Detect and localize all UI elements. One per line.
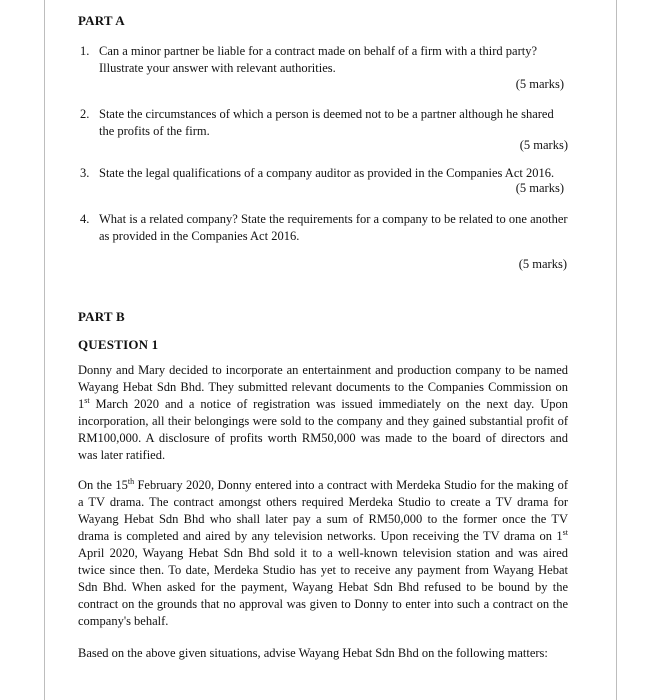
contract-date-suffix: th: [127, 477, 135, 486]
paragraph-1-line-3-rest: March 2020 and a notice of registration was issued immediately on the next day. Upon: [89, 397, 568, 411]
scenario-paragraph-1: [78, 362, 568, 464]
paragraph-2-line-1-rest: February 2020, Donny entered into a contract with Merdeka Studio for the making of: [134, 478, 568, 492]
question-4-marks: (5 marks): [518, 257, 567, 271]
part-a-heading: PART A: [78, 13, 125, 28]
question-1-line-1: Can a minor partner be liable for a contract made on behalf of a firm with a third party?: [99, 44, 538, 58]
contract-date-prefix: On the 15: [78, 478, 128, 492]
paragraph-2-line-6: twice since then. To date, Merdeka Studio has yet to receive any payment from Wayang Hebat: [78, 563, 568, 577]
question-2-line-1: State the circumstances of which a person is deemed not to be a partner although he shared: [99, 107, 554, 121]
paragraph-1-line-5: RM100,000. A disclosure of profits worth RM50,000 was made to the board of directors and: [78, 431, 568, 445]
paragraph-2-line-8: contract on the grounds that no approval was given to Donny to enter into such a contract on the: [78, 597, 568, 611]
question-1-text: [99, 43, 569, 77]
question-3-line-1: State the legal qualifications of a company auditor as provided in the Companies Act 2016.: [99, 166, 555, 180]
question-4-text: [99, 211, 569, 245]
part-b-heading: PART B: [78, 309, 125, 324]
question-4-line-2: as provided in the Companies Act 2016.: [99, 229, 300, 243]
question-1-heading: QUESTION 1: [78, 337, 159, 352]
receipt-day-suffix: st: [562, 528, 568, 537]
registration-day: 1: [78, 397, 85, 411]
paragraph-2-line-3: Wayang Hebat Sdn Bhd who shall later pay a sum of RM50,000 to the former once the TV: [78, 512, 568, 526]
question-2-number: 2.: [80, 107, 90, 121]
page-edge-left: [44, 0, 45, 700]
question-1-marks: (5 marks): [515, 77, 564, 91]
paragraph-2-line-5: April 2020, Wayang Hebat Sdn Bhd sold it to a well-known television station and was aired: [78, 546, 568, 560]
question-1-number: 1.: [80, 44, 90, 58]
question-1-line-2: Illustrate your answer with relevant authorities.: [99, 61, 336, 75]
paragraph-2-line-1: [78, 477, 568, 494]
question-3-text: [99, 165, 569, 182]
paragraph-2-line-4: [78, 528, 568, 545]
page-edge-right: [616, 0, 617, 700]
paragraph-1-line-4: incorporation, all their belongings were sold to the company and they gained substantial profit of: [78, 414, 568, 428]
question-4-line-1: What is a related company? State the requirements for a company to be related to one another: [99, 212, 568, 226]
question-2-text: [99, 106, 569, 140]
scenario-paragraph-2: [78, 477, 568, 630]
question-3-number: 3.: [80, 166, 90, 180]
paragraph-2-line-9: company's behalf.: [78, 614, 169, 628]
paragraph-1-line-2: Wayang Hebat Sdn Bhd. They submitted relevant documents to the Companies Commission on: [78, 380, 568, 394]
paragraph-2-line-4-text: drama is completed and aired by any television networks. Upon receiving the TV drama on 1: [78, 529, 563, 543]
paragraph-2-line-2: a TV drama. The contract amongst others required Merdeka Studio to create a TV drama for: [78, 495, 568, 509]
question-2-marks: (5 marks): [519, 138, 568, 152]
paragraph-1-line-6: was later ratified.: [78, 448, 166, 462]
question-4-number: 4.: [80, 212, 90, 226]
paragraph-1-line-1: Donny and Mary decided to incorporate an entertainment and production company to be named: [78, 363, 568, 377]
paragraph-1-line-3: [78, 396, 568, 413]
registration-day-suffix: st: [84, 396, 90, 405]
question-3-marks: (5 marks): [515, 181, 564, 195]
paragraph-2-line-7: Sdn Bhd. When asked for the payment, Wayang Hebat Sdn Bhd refused to be bound by the: [78, 580, 568, 594]
question-2-line-2: the profits of the firm.: [99, 124, 210, 138]
instruction-line: Based on the above given situations, advise Wayang Hebat Sdn Bhd on the following matters:: [78, 646, 548, 660]
